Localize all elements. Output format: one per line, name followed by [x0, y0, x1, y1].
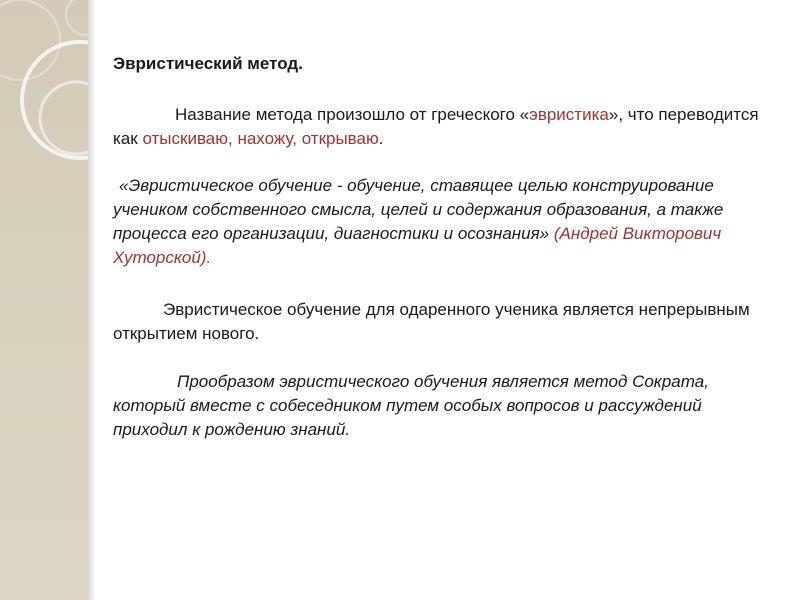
paragraph-definition-quote — [113, 174, 773, 270]
highlight-word: отыскиваю — [142, 129, 229, 148]
text-segment: », что переводится как — [113, 105, 759, 148]
highlight-word: открываю — [301, 129, 379, 148]
paragraph-etymology — [113, 103, 773, 151]
text-segment: . — [378, 129, 384, 148]
paragraph-gifted-students: Эвристическое обучение для одаренного ученика является непрерывным открытием нового. — [113, 300, 750, 343]
side-panel-shadow — [88, 0, 96, 600]
text-segment: Название метода произошло от греческого « — [175, 105, 530, 124]
circle-rings-icon — [0, 0, 88, 600]
highlight-word: нахожу — [237, 129, 293, 148]
quote-author: (Андрей Викторович Хуторской). — [113, 224, 722, 267]
text-segment: , — [228, 129, 238, 148]
text-segment: , — [292, 129, 302, 148]
quote-text: «Эвристическое обучение - обучение, ставящее целью конструирование учеником собственного смысла, целей и содержания образования, а также процесса его организации, диагностики и осознания» — [113, 176, 724, 243]
highlight-word: эвристика — [529, 105, 609, 124]
paragraph-socrates: Прообразом эвристического обучения является метод Сократа, который вместе с собеседником путем особых вопросов и рассуждений приходил к рождению знаний. — [113, 372, 709, 439]
decorative-side-panel — [0, 0, 88, 600]
slide-title: Эвристический метод. — [113, 54, 303, 73]
